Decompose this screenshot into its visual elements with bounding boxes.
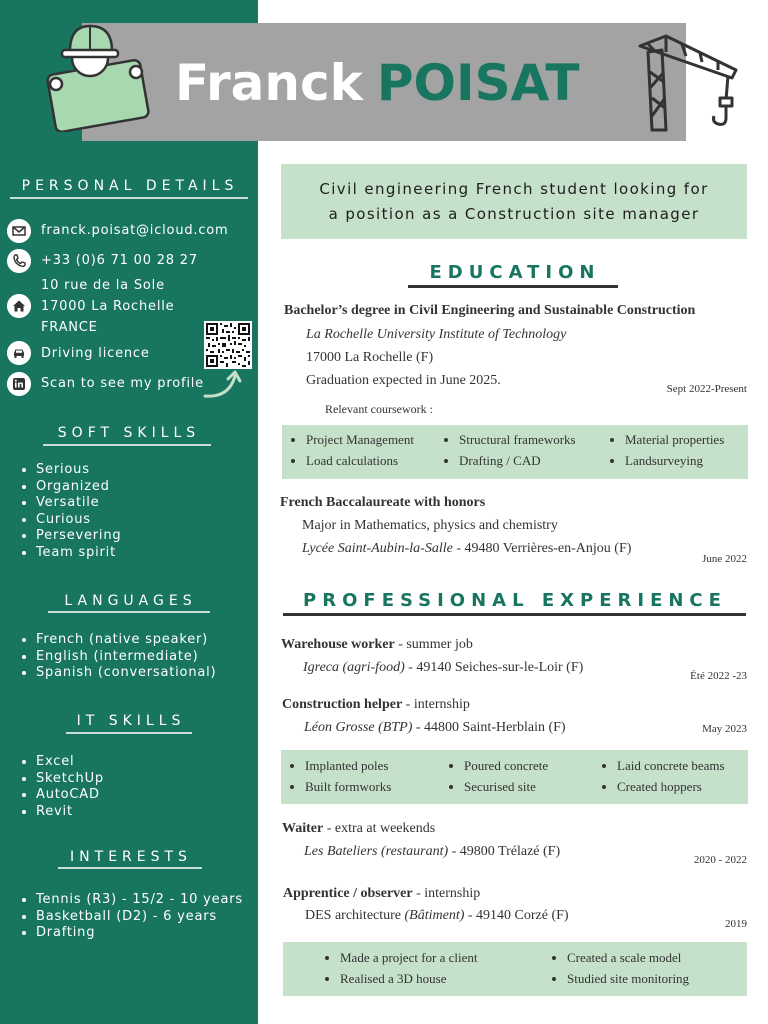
address-line-3: FRANCE xyxy=(41,320,98,335)
list-item: • Implanted poles xyxy=(305,755,391,776)
list-item: • Spanish (conversational) xyxy=(36,665,216,682)
phone-icon xyxy=(7,249,31,273)
section-divider xyxy=(48,611,210,613)
job-4-location: - 49140 Corzé (F) xyxy=(464,908,569,923)
profile-scan-text: Scan to see my profile xyxy=(41,376,204,391)
coursework-col-1 xyxy=(292,429,414,471)
list-item: • Team spirit xyxy=(36,545,121,562)
job-1-header xyxy=(281,637,473,653)
driving-licence-text: Driving licence xyxy=(41,346,150,361)
personal-details-title: PERSONAL DETAILS xyxy=(21,178,239,194)
address-line-2: 17000 La Rochelle xyxy=(41,299,175,314)
list-item: • Material properties xyxy=(625,429,724,450)
job-1-company: Igreca (agri-food) xyxy=(303,660,405,675)
list-item: • Realised a 3D house xyxy=(340,968,478,989)
job-4-company-line xyxy=(305,908,569,924)
degree-2-school: Lycée Saint-Aubin-la-Salle xyxy=(302,541,453,556)
job-1-type: - summer job xyxy=(394,637,473,652)
list-item: • SketchUp xyxy=(36,771,104,788)
interests-title: INTERESTS xyxy=(70,849,192,865)
list-item: • Excel xyxy=(36,754,104,771)
coursework-label: Relevant coursework : xyxy=(325,402,433,416)
job-4-role: Apprentice / observer xyxy=(283,886,413,901)
coursework-box xyxy=(282,425,748,479)
list-item: • Project Management xyxy=(306,429,414,450)
list-item: • Serious xyxy=(36,462,121,479)
car-icon xyxy=(7,341,31,365)
job-2-date: May 2023 xyxy=(702,723,747,735)
interests-list xyxy=(22,892,243,942)
job-2-role: Construction helper xyxy=(282,697,403,712)
job-2-company: Léon Grosse (BTP) xyxy=(304,720,413,735)
job-4-header xyxy=(283,886,480,902)
list-item: • Built formworks xyxy=(305,776,391,797)
degree-2-date: June 2022 xyxy=(702,553,747,565)
list-item: • Load calculations xyxy=(306,450,414,471)
career-objective xyxy=(281,164,747,239)
list-item: • Basketball (D2) - 6 years xyxy=(36,909,243,926)
section-divider xyxy=(66,732,192,734)
job-1-company-line xyxy=(303,660,583,676)
email-text[interactable]: franck.poisat@icloud.com xyxy=(41,223,229,238)
list-item: • Landsurveying xyxy=(625,450,724,471)
address-line-1: 10 rue de la Sole xyxy=(41,278,165,293)
job-2-header xyxy=(282,697,470,713)
job-1-location: - 49140 Seiches-sur-le-Loir (F) xyxy=(404,660,584,675)
education-title: EDUCATION xyxy=(429,262,601,283)
job-2-location: - 44800 Saint-Herblain (F) xyxy=(412,720,566,735)
candidate-name xyxy=(175,53,580,113)
job-2-tasks-col-1 xyxy=(291,755,391,797)
job-1-role: Warehouse worker xyxy=(281,637,395,652)
coursework-col-2 xyxy=(445,429,576,471)
job-3-date: 2020 - 2022 xyxy=(693,854,747,866)
degree-1-graduation: Graduation expected in June 2025. xyxy=(306,373,501,388)
objective-line-2: a position as a Construction site manager xyxy=(328,205,700,223)
objective-line-1: Civil engineering French student looking for xyxy=(319,180,709,198)
job-1-date: Été 2022 -23 xyxy=(690,670,747,682)
first-name: Franck xyxy=(175,54,363,112)
degree-2-school-line xyxy=(302,541,631,557)
degree-1-school: La Rochelle University Institute of Technology xyxy=(306,327,567,342)
section-divider xyxy=(283,613,746,616)
soft-skills-title: SOFT SKILLS xyxy=(57,425,201,441)
job-4-tasks-col-1 xyxy=(326,947,478,989)
soft-skills-list xyxy=(22,462,121,561)
list-item: • English (intermediate) xyxy=(36,649,216,666)
job-2-tasks-col-2 xyxy=(450,755,548,797)
list-item: • Laid concrete beams xyxy=(617,755,725,776)
degree-1-city: 17000 La Rochelle (F) xyxy=(306,350,434,365)
crane-icon xyxy=(636,32,744,134)
section-divider xyxy=(43,444,211,446)
job-2-company-line xyxy=(304,720,566,736)
job-3-role: Waiter xyxy=(282,821,324,836)
list-item: • Poured concrete xyxy=(464,755,548,776)
list-item: • Structural frameworks xyxy=(459,429,576,450)
section-divider xyxy=(10,197,248,199)
section-divider xyxy=(408,285,618,288)
email-icon xyxy=(7,219,31,243)
section-divider xyxy=(58,867,202,869)
degree-2-title: French Baccalaureate with honors xyxy=(280,495,486,510)
job-4-tasks-col-2 xyxy=(553,947,689,989)
list-item: • Drafting xyxy=(36,925,243,942)
list-item: • AutoCAD xyxy=(36,787,104,804)
job-3-company: Les Bateliers (restaurant) xyxy=(304,844,449,859)
list-item: • Created hoppers xyxy=(617,776,725,797)
list-item: • French (native speaker) xyxy=(36,632,216,649)
job-4-company-prefix: DES architecture xyxy=(305,908,405,923)
job-2-tasks-box xyxy=(281,750,748,804)
degree-1-title: Bachelor’s degree in Civil Engineering and Sustainable Construction xyxy=(284,303,696,318)
list-item: • Created a scale model xyxy=(567,947,689,968)
experience-title: PROFESSIONAL EXPERIENCE xyxy=(303,590,727,611)
list-item: • Revit xyxy=(36,804,104,821)
job-3-header xyxy=(282,821,435,837)
job-3-company-line xyxy=(304,844,560,860)
list-item: • Made a project for a client xyxy=(340,947,478,968)
phone-text[interactable]: +33 (0)6 71 00 28 27 xyxy=(41,253,198,268)
job-4-date: 2019 xyxy=(725,918,747,930)
job-2-type: - internship xyxy=(402,697,470,712)
linkedin-icon[interactable] xyxy=(7,372,31,396)
list-item: • Tennis (R3) - 15/2 - 10 years xyxy=(36,892,243,909)
job-4-tasks-box xyxy=(283,942,747,996)
languages-title: LANGUAGES xyxy=(64,593,197,609)
degree-1-date: Sept 2022-Present xyxy=(666,383,747,395)
list-item: • Drafting / CAD xyxy=(459,450,576,471)
list-item: • Organized xyxy=(36,479,121,496)
degree-2-major: Major in Mathematics, physics and chemistry xyxy=(302,518,558,533)
job-3-location: - 49800 Trélazé (F) xyxy=(448,844,561,859)
list-item: • Versatile xyxy=(36,495,121,512)
coursework-col-3 xyxy=(611,429,724,471)
degree-2-location: - 49480 Verrières-en-Anjou (F) xyxy=(452,541,632,556)
job-2-tasks-col-3 xyxy=(603,755,725,797)
it-skills-title: IT SKILLS xyxy=(76,713,186,729)
it-skills-list xyxy=(22,754,104,820)
home-icon xyxy=(7,294,31,318)
last-name: POISAT xyxy=(376,54,580,112)
job-4-type: - internship xyxy=(412,886,481,901)
job-3-type: - extra at weekends xyxy=(323,821,436,836)
languages-list xyxy=(22,632,216,682)
list-item: • Persevering xyxy=(36,528,121,545)
job-4-company: (Bâtiment) xyxy=(404,908,465,923)
list-item: • Studied site monitoring xyxy=(567,968,689,989)
list-item: • Curious xyxy=(36,512,121,529)
arrow-icon xyxy=(203,366,243,400)
qr-code[interactable] xyxy=(204,321,252,369)
list-item: • Securised site xyxy=(464,776,548,797)
engineer-helmet-icon xyxy=(40,20,152,132)
